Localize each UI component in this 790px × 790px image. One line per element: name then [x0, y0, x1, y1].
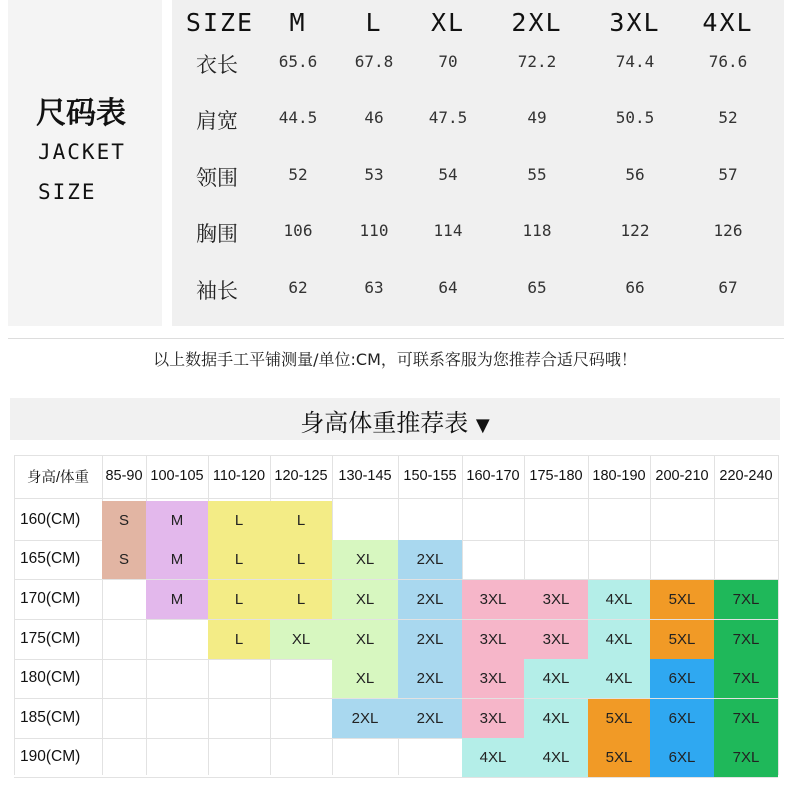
size-cell-7xl: 7XL — [714, 659, 778, 698]
size-header-m: M — [289, 8, 307, 37]
measure-value: 63 — [364, 278, 384, 297]
size-cell-3xl: 3XL — [524, 580, 588, 619]
measure-value: 53 — [364, 165, 384, 184]
size-cell-l: L — [270, 580, 332, 619]
grid-line — [778, 455, 779, 775]
measure-value: 122 — [620, 221, 650, 240]
measure-value: 114 — [433, 221, 463, 240]
recommendation-table — [14, 455, 778, 775]
size-cell-l: L — [208, 620, 270, 659]
weight-header: 130-145 — [338, 468, 392, 484]
height-label: 175(CM) — [20, 630, 81, 647]
weight-header: 160-170 — [466, 468, 520, 484]
weight-header: 200-210 — [655, 468, 709, 484]
measure-value: 44.5 — [278, 108, 318, 127]
measure-value: 72.2 — [517, 52, 557, 71]
size-header-l: L — [365, 8, 383, 37]
measure-value: 62 — [288, 278, 308, 297]
measure-label: 胸围 — [196, 222, 238, 246]
measure-value: 52 — [718, 108, 738, 127]
measure-value: 49 — [527, 108, 547, 127]
height-label: 160(CM) — [20, 511, 81, 528]
size-cell-4xl: 4XL — [588, 659, 650, 698]
triangle-down-icon: ▼ — [475, 415, 490, 436]
measure-value: 110 — [359, 221, 389, 240]
size-cell-3xl: 3XL — [462, 659, 524, 698]
height-label: 170(CM) — [20, 590, 81, 607]
size-cell-5xl: 5XL — [650, 580, 714, 619]
size-cell-s: S — [102, 540, 146, 579]
size-cell-xl: XL — [332, 580, 398, 619]
size-cell-s: S — [102, 501, 146, 540]
size-header-xl: XL — [430, 8, 466, 37]
measure-value: 46 — [364, 108, 384, 127]
size-cell-m: M — [146, 501, 208, 540]
measure-value: 76.6 — [708, 52, 748, 71]
weight-header: 85-90 — [105, 468, 143, 484]
size-cell-3xl: 3XL — [462, 620, 524, 659]
size-cell-l: L — [208, 540, 270, 579]
size-chart-subtitle-1: JACKET — [38, 140, 126, 164]
divider — [8, 338, 784, 339]
size-cell-m: M — [146, 540, 208, 579]
weight-header: 175-180 — [529, 468, 583, 484]
size-chart-title: 尺码表 — [36, 96, 126, 131]
size-cell-5xl: 5XL — [588, 738, 650, 777]
measure-value: 67 — [718, 278, 738, 297]
size-chart-label-block — [8, 0, 162, 326]
size-chart-table — [172, 0, 784, 326]
size-header-label: SIZE — [185, 8, 255, 37]
weight-header: 180-190 — [592, 468, 646, 484]
measure-value: 106 — [283, 221, 313, 240]
size-cell-4xl: 4XL — [588, 620, 650, 659]
recommendation-title — [0, 403, 790, 438]
size-cell-l: L — [208, 501, 270, 540]
size-cell-5xl: 5XL — [650, 620, 714, 659]
size-cell-xl: XL — [332, 540, 398, 579]
size-cell-4xl: 4XL — [588, 580, 650, 619]
measure-value: 66 — [625, 278, 645, 297]
recommendation-title-text: 身高体重推荐表 — [300, 409, 469, 437]
size-cell-xl: XL — [332, 659, 398, 698]
measure-value: 67.8 — [354, 52, 394, 71]
size-cell-xl: XL — [332, 620, 398, 659]
measure-value: 52 — [288, 165, 308, 184]
measure-value: 65 — [527, 278, 547, 297]
grid-line — [14, 498, 778, 499]
measure-label: 袖长 — [196, 279, 238, 303]
size-cell-7xl: 7XL — [714, 738, 778, 777]
size-header-4xl: 4XL — [702, 8, 754, 37]
height-label: 190(CM) — [20, 748, 81, 765]
size-cell-4xl: 4XL — [462, 738, 524, 777]
measurement-note: 以上数据手工平铺测量/单位:CM，可联系客服为您推荐合适尺码哦！ — [153, 350, 637, 369]
measure-value: 50.5 — [615, 108, 655, 127]
size-cell-l: L — [270, 501, 332, 540]
size-cell-2xl: 2XL — [398, 659, 462, 698]
measure-value: 64 — [438, 278, 458, 297]
size-cell-7xl: 7XL — [714, 699, 778, 738]
measure-value: 47.5 — [428, 108, 468, 127]
measure-value: 65.6 — [278, 52, 318, 71]
size-cell-2xl: 2XL — [398, 699, 462, 738]
grid-line — [14, 455, 15, 775]
measure-value: 70 — [438, 52, 458, 71]
size-cell-5xl: 5XL — [588, 699, 650, 738]
measure-value: 126 — [713, 221, 743, 240]
size-cell-7xl: 7XL — [714, 620, 778, 659]
measure-label: 衣长 — [196, 53, 238, 77]
size-cell-3xl: 3XL — [524, 620, 588, 659]
size-cell-2xl: 2XL — [332, 699, 398, 738]
size-header-2xl: 2XL — [511, 8, 563, 37]
measure-value: 57 — [718, 165, 738, 184]
weight-header: 150-155 — [403, 468, 457, 484]
size-cell-l: L — [208, 580, 270, 619]
size-cell-4xl: 4XL — [524, 738, 588, 777]
measure-label: 领围 — [196, 166, 238, 190]
weight-header: 100-105 — [150, 468, 204, 484]
measure-label: 肩宽 — [196, 109, 238, 133]
height-label: 180(CM) — [20, 669, 81, 686]
size-cell-2xl: 2XL — [398, 580, 462, 619]
size-cell-4xl: 4XL — [524, 699, 588, 738]
measure-value: 118 — [522, 221, 552, 240]
weight-header: 120-125 — [274, 468, 328, 484]
size-cell-l: L — [270, 540, 332, 579]
size-cell-6xl: 6XL — [650, 659, 714, 698]
size-chart-panel — [8, 0, 784, 326]
weight-header: 220-240 — [719, 468, 773, 484]
measure-value: 55 — [527, 165, 547, 184]
size-cell-6xl: 6XL — [650, 738, 714, 777]
size-cell-2xl: 2XL — [398, 540, 462, 579]
height-label: 185(CM) — [20, 709, 81, 726]
size-chart-subtitle-2: SIZE — [38, 180, 97, 204]
size-cell-2xl: 2XL — [398, 620, 462, 659]
size-cell-xl: XL — [270, 620, 332, 659]
size-cell-7xl: 7XL — [714, 580, 778, 619]
height-label: 165(CM) — [20, 550, 81, 567]
size-cell-4xl: 4XL — [524, 659, 588, 698]
measure-value: 56 — [625, 165, 645, 184]
measure-value: 74.4 — [615, 52, 655, 71]
size-cell-6xl: 6XL — [650, 699, 714, 738]
weight-header: 110-120 — [212, 468, 266, 484]
size-header-3xl: 3XL — [609, 8, 661, 37]
table-corner-label: 身高/体重 — [26, 469, 90, 486]
measure-value: 54 — [438, 165, 458, 184]
size-cell-3xl: 3XL — [462, 699, 524, 738]
size-cell-3xl: 3XL — [462, 580, 524, 619]
size-cell-m: M — [146, 580, 208, 619]
